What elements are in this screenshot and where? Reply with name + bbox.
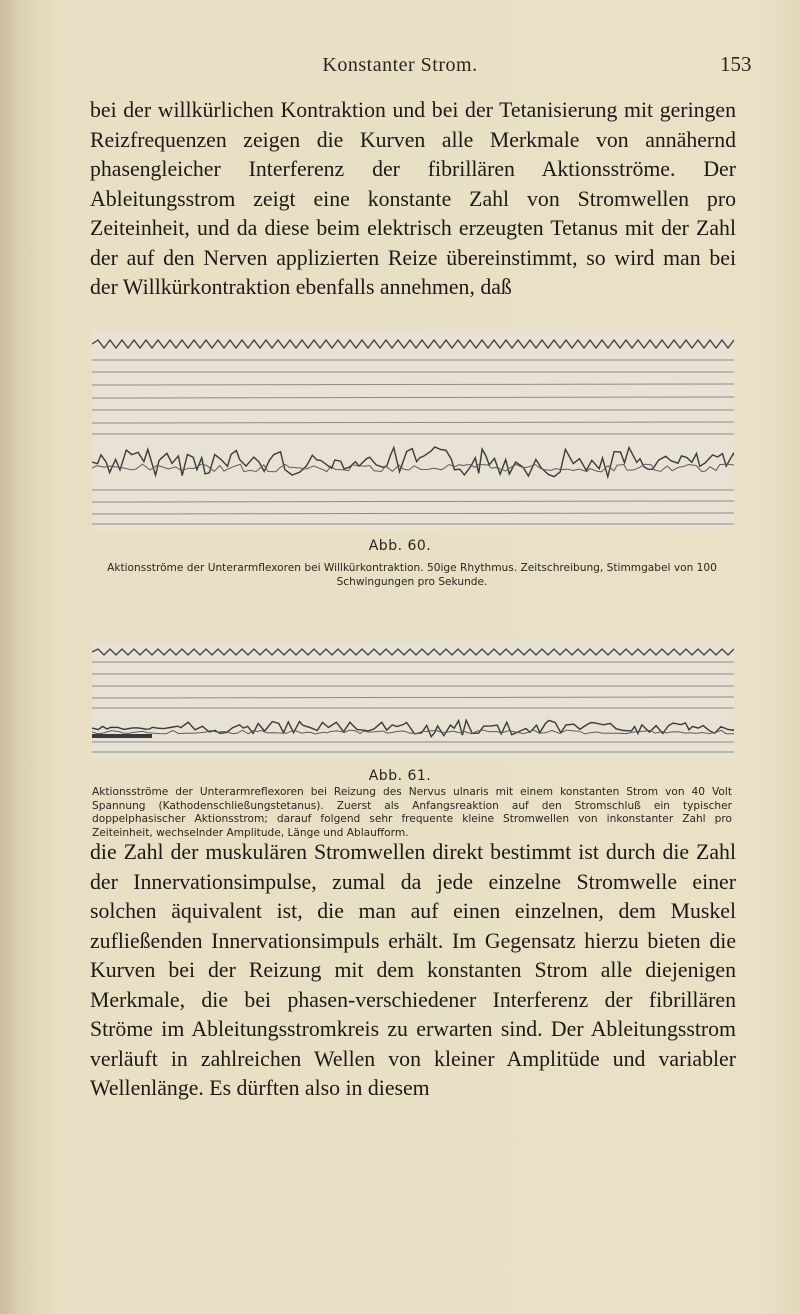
page-number: 153	[720, 52, 752, 76]
figure-60-label: Abb. 60.	[368, 538, 432, 554]
figure-61-oscillogram	[92, 642, 734, 760]
running-title: Konstanter Strom.	[322, 54, 478, 76]
figure-61-caption: Aktionsströme der Unterarmreflexoren bei Reizung des Nervus ulnaris mit einem konstanten Strom von 40 Volt Spannung (Kathodenschließungstetanus). Zuerst als Anfangsreaktion auf den Stromschluß ein typischer doppelphasischer Aktionsstrom; darauf folgend sehr frequente kleine Stromwellen von inkonstanter Zahl pro Zeiteinheit, wechselnder Amplitude, Länge und Ablaufform.	[92, 786, 732, 839]
figure-61-label: Abb. 61.	[368, 768, 432, 784]
figure-60-caption: Aktionsströme der Unterarmflexoren bei Willkürkontraktion. 50ige Rhythmus. Zeitschreibung, Stimmgabel von 100 Schwingungen pro Sekunde.	[107, 562, 717, 588]
figure-60-oscillogram	[92, 330, 734, 530]
trace-edge-artifact	[92, 734, 152, 738]
body-paragraph-1	[90, 96, 736, 303]
body-paragraph-2	[90, 838, 736, 1104]
paragraph-text: bei der willkürlichen Kontraktion und bei der Tetanisierung mit geringen Reizfrequenzen zeigen die Kurven alle Merkmale von annähernd phasengleicher Interferenz der fibrillären Aktionsströme. Der Ableitungsstrom zeigt eine konstante Zahl von Stromwellen pro Zeiteinheit, und da diese beim elektrisch erzeugten Tetanus mit der Zahl der auf den Nerven applizierten Reize übereinstimmt, so wird man bei der Willkürkontraktion ebenfalls annehmen, daß	[90, 98, 736, 299]
paragraph-text: die Zahl der muskulären Stromwellen direkt bestimmt ist durch die Zahl der Innervationsimpulse, zumal da jede einzelne Stromwelle einer solchen äquivalent ist, die man auf einen einzelnen, dem Muskel zufließenden Innervationsimpuls erhält. Im Gegensatz hierzu bieten die Kurven bei der Reizung mit dem konstanten Strom alle diejenigen Merkmale, die bei phasen-verschiedener Interferenz der fibrillären Ströme im Ableitungsstromkreis zu erwarten sind. Der Ableitungsstrom verläuft in zahlreichen Wellen von kleiner Amplitüde und variabler Wellenlänge. Es dürften also in diesem	[90, 840, 736, 1100]
oscillogram-60	[92, 330, 734, 530]
oscillogram-61	[92, 642, 734, 760]
